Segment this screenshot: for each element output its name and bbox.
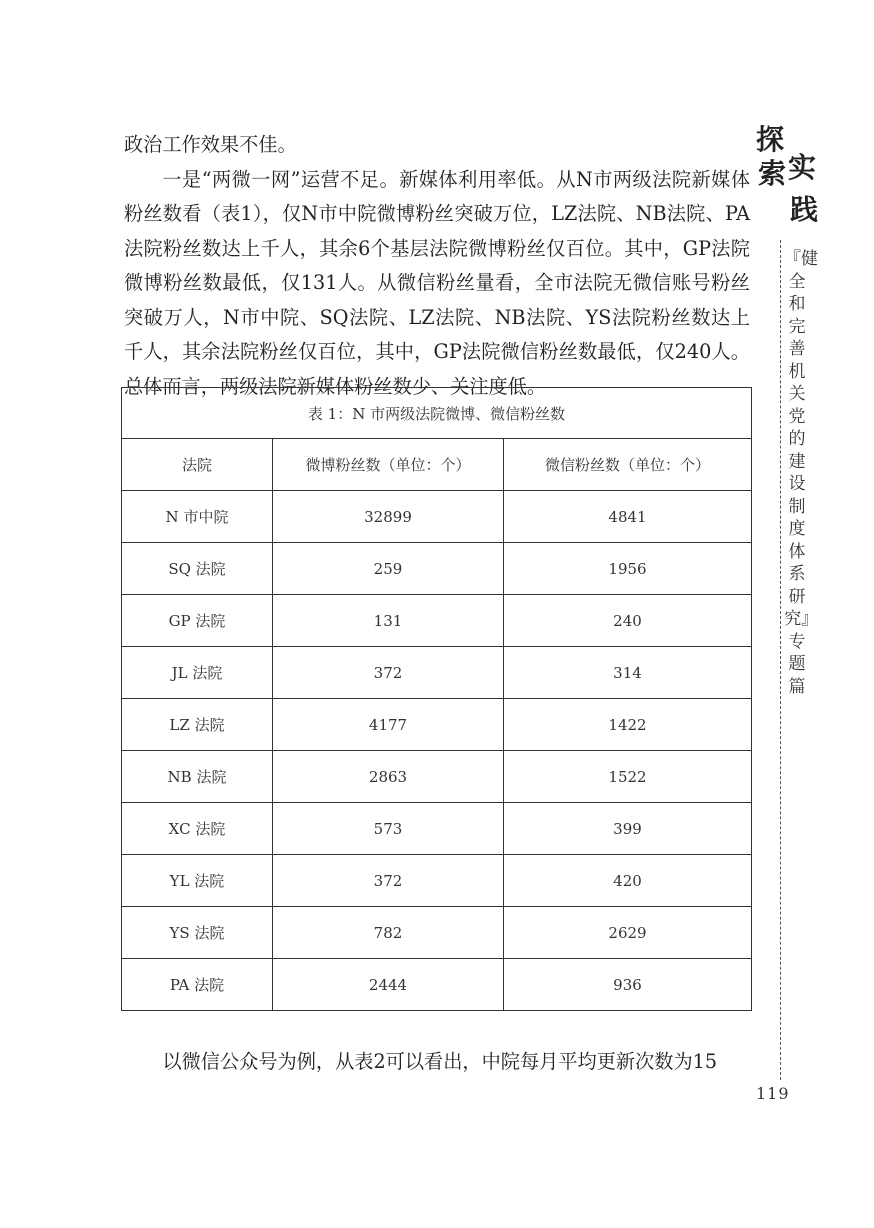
cell-wechat-fans: 240 bbox=[504, 595, 752, 647]
logo-char-1: 探 bbox=[756, 123, 785, 156]
table-header-row bbox=[122, 439, 752, 491]
paragraph-2: 一是“两微一网”运营不足。新媒体利用率低。从N市两级法院新媒体粉丝数看（表1），仅N市中院微博粉丝突破万位，LZ法院、NB法院、PA法院粉丝数达上千人，其余6个基层法院微博粉丝仅百位。其中，GP法院微博粉丝数最低，仅131人。从微信粉丝量看，全市法院无微信账号粉丝突破万人，N市中院、SQ法院、LZ法院、NB法院、YS法院粉丝数达上千人，其余法院粉丝仅百位，其中，GP法院微信粉丝数最低，仅240人。总体而言，两级法院新媒体粉丝数少、关注度低。 bbox=[124, 167, 750, 398]
page-number: 119 bbox=[756, 1084, 790, 1103]
logo-char-3: 实 bbox=[788, 151, 817, 184]
cell-court: PA 法院 bbox=[122, 959, 273, 1011]
cell-weibo-fans: 32899 bbox=[273, 491, 504, 543]
table-row bbox=[122, 803, 752, 855]
cell-weibo-fans: 2444 bbox=[273, 959, 504, 1011]
header-wechat-fans: 微信粉丝数（单位：个） bbox=[504, 439, 752, 491]
cell-wechat-fans: 936 bbox=[504, 959, 752, 1011]
cell-wechat-fans: 314 bbox=[504, 647, 752, 699]
cell-weibo-fans: 259 bbox=[273, 543, 504, 595]
table-row bbox=[122, 959, 752, 1011]
paragraph-1: 政治工作效果不佳。 bbox=[124, 133, 297, 156]
cell-court: N 市中院 bbox=[122, 491, 273, 543]
table-row bbox=[122, 699, 752, 751]
table-row bbox=[122, 855, 752, 907]
cell-weibo-fans: 4177 bbox=[273, 699, 504, 751]
cell-court: YS 法院 bbox=[122, 907, 273, 959]
header-court: 法院 bbox=[122, 439, 273, 491]
table-row bbox=[122, 543, 752, 595]
header-weibo-fans: 微博粉丝数（单位：个） bbox=[273, 439, 504, 491]
table-row bbox=[122, 595, 752, 647]
cell-weibo-fans: 2863 bbox=[273, 751, 504, 803]
cell-weibo-fans: 131 bbox=[273, 595, 504, 647]
cell-weibo-fans: 782 bbox=[273, 907, 504, 959]
cell-court: NB 法院 bbox=[122, 751, 273, 803]
logo-char-4: 践 bbox=[790, 193, 819, 226]
table-caption: 表 1：N 市两级法院微博、微信粉丝数 bbox=[122, 388, 752, 439]
table-row bbox=[122, 751, 752, 803]
table-caption-row bbox=[122, 388, 752, 439]
cell-wechat-fans: 1956 bbox=[504, 543, 752, 595]
sidebar-divider bbox=[780, 240, 781, 1080]
table-row bbox=[122, 647, 752, 699]
cell-wechat-fans: 399 bbox=[504, 803, 752, 855]
cell-court: GP 法院 bbox=[122, 595, 273, 647]
section-logo bbox=[756, 118, 822, 228]
cell-wechat-fans: 2629 bbox=[504, 907, 752, 959]
table-row bbox=[122, 491, 752, 543]
logo-char-2: 索 bbox=[758, 157, 787, 190]
cell-court: YL 法院 bbox=[122, 855, 273, 907]
sidebar-title: 『健全和完善机关党的建设制度体系研究』专题篇 bbox=[784, 249, 818, 697]
cell-court: JL 法院 bbox=[122, 647, 273, 699]
cell-weibo-fans: 372 bbox=[273, 855, 504, 907]
cell-court: LZ 法院 bbox=[122, 699, 273, 751]
body-text-top bbox=[124, 128, 750, 404]
cell-court: XC 法院 bbox=[122, 803, 273, 855]
cell-wechat-fans: 4841 bbox=[504, 491, 752, 543]
body-text-bottom bbox=[124, 1045, 750, 1080]
cell-wechat-fans: 1422 bbox=[504, 699, 752, 751]
paragraph-3: 以微信公众号为例，从表2可以看出，中院每月平均更新次数为15 bbox=[162, 1050, 718, 1073]
fans-table bbox=[121, 387, 752, 1011]
cell-weibo-fans: 573 bbox=[273, 803, 504, 855]
table-row bbox=[122, 907, 752, 959]
cell-court: SQ 法院 bbox=[122, 543, 273, 595]
cell-wechat-fans: 420 bbox=[504, 855, 752, 907]
cell-wechat-fans: 1522 bbox=[504, 751, 752, 803]
cell-weibo-fans: 372 bbox=[273, 647, 504, 699]
